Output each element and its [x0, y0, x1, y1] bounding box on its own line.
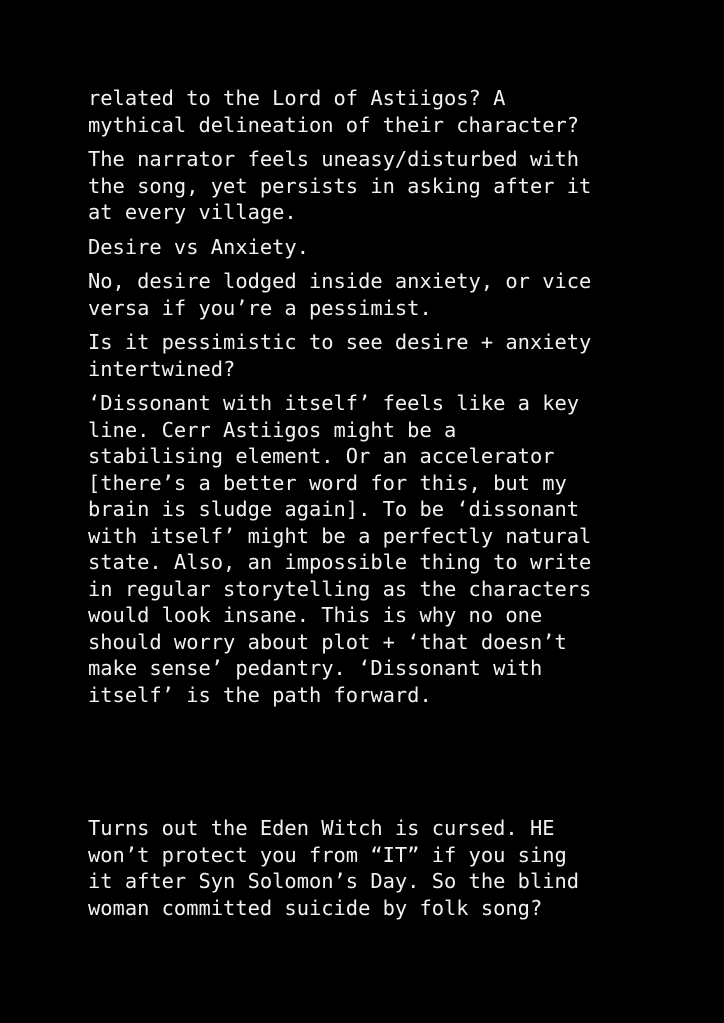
paragraph	[88, 85, 708, 138]
text-line: mythical delineation of their character?	[88, 112, 580, 137]
text-line: should worry about plot + ‘that doesn’t	[88, 629, 567, 654]
notes-body	[88, 85, 708, 716]
text-line: line. Cerr Astiigos might be a	[88, 417, 457, 442]
paragraph	[88, 329, 708, 382]
text-line: with itself’ might be a perfectly natural	[88, 523, 592, 548]
text-line: state. Also, an impossible thing to write	[88, 550, 592, 574]
text-line: the song, yet persists in asking after it	[88, 173, 592, 198]
text-line: it after Syn Solomon’s Day. So the blind	[88, 869, 580, 893]
paragraph	[88, 146, 708, 226]
text-line: Is it pessimistic to see desire + anxiety	[88, 330, 592, 354]
text-line: No, desire lodged inside anxiety, or vice	[88, 269, 592, 293]
text-line: would look insane. This is why no one	[88, 603, 543, 627]
text-line: ‘Dissonant with itself’ feels like a key	[88, 391, 580, 415]
text-line: intertwined?	[88, 356, 236, 381]
text-line: stabilising element. Or an accelerator	[88, 444, 555, 468]
text-line: at every village.	[88, 200, 297, 224]
paragraph	[88, 268, 708, 321]
paragraph	[88, 390, 708, 708]
text-line: related to the Lord of Astiigos? A	[88, 86, 506, 110]
text-line: won’t protect you from “IT” if you sing	[88, 842, 567, 867]
notes-footer	[88, 815, 708, 929]
text-line: The narrator feels uneasy/disturbed with	[88, 147, 580, 171]
text-line: [there’s a better word for this, but my	[88, 470, 567, 495]
text-line: woman committed suicide by folk song?	[88, 895, 543, 920]
text-line: itself’ is the path forward.	[88, 682, 432, 707]
text-line: Desire vs Anxiety.	[88, 234, 309, 259]
paragraph	[88, 234, 708, 261]
paragraph	[88, 815, 708, 921]
text-line: versa if you’re a pessimist.	[88, 295, 432, 320]
text-line: make sense’ pedantry. ‘Dissonant with	[88, 656, 543, 680]
text-line: brain is sludge again]. To be ‘dissonant	[88, 497, 580, 521]
text-line: Turns out the Eden Witch is cursed. HE	[88, 816, 555, 840]
text-line: in regular storytelling as the characters	[88, 576, 592, 601]
